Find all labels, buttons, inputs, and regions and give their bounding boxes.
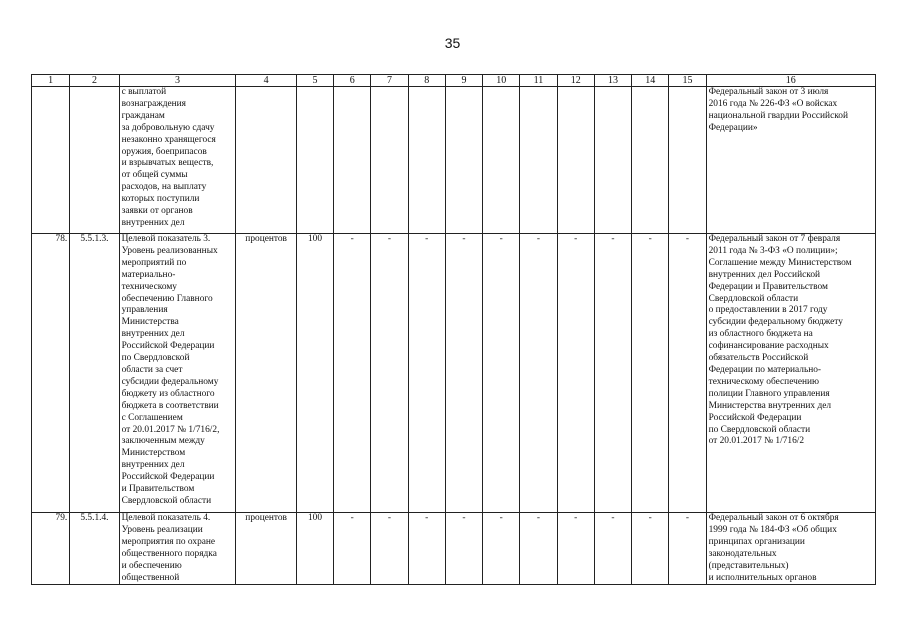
text-line: Министерством [121, 448, 186, 459]
text-line: субсидии федеральному [121, 376, 219, 387]
text-line: внутренних дел [121, 460, 185, 471]
text-line: (представительных) [708, 560, 789, 571]
text-line: Федеральный закон от 6 октября [708, 513, 839, 523]
text-line: 2016 года № 226-ФЗ «О войсках [708, 98, 838, 109]
header-cell: 4 [236, 75, 296, 87]
text-line: Соглашение между Министерством [708, 257, 852, 268]
value-cell: - [334, 234, 371, 513]
value-cell: - [408, 513, 445, 585]
text-line: заявки от органов [121, 206, 193, 217]
text-line: Министерства [121, 317, 179, 328]
header-cell: 10 [483, 75, 520, 87]
value-cell: - [520, 234, 557, 513]
row-code [70, 87, 119, 234]
text-line: Российской Федерации [121, 472, 215, 483]
text-line: незаконно хранящегося [121, 134, 216, 145]
text-line: внутренних дел [121, 217, 185, 228]
text-line: Уровень реализации [121, 524, 203, 535]
value-cell: 100 [296, 513, 333, 585]
text-line: Целевой показатель 4. [121, 513, 211, 523]
text-line: обязательств Российской [708, 353, 809, 364]
value-cell: - [632, 234, 669, 513]
unit: процентов [236, 513, 296, 585]
value-cell [445, 87, 482, 234]
value-cell [483, 87, 520, 234]
value-cell: - [445, 234, 482, 513]
text-line: Российской Федерации [121, 341, 215, 352]
table-row [32, 234, 876, 513]
row-code: 5.5.1.4. [70, 513, 119, 585]
value-cell: - [483, 234, 520, 513]
text-line: софинансирование расходных [708, 341, 829, 352]
value-cell [594, 87, 631, 234]
text-line: Федеральный закон от 3 июля [708, 87, 829, 97]
value-cell: 100 [296, 234, 333, 513]
text-line: внутренних дел Российской [708, 269, 821, 280]
value-cell: - [483, 513, 520, 585]
unit [236, 87, 296, 234]
text-line: Российской Федерации [708, 412, 802, 423]
value-cell: - [669, 513, 706, 585]
text-line: бюджету из областного [121, 388, 215, 399]
text-line: Целевой показатель 3. [121, 234, 211, 244]
value-cell: - [520, 513, 557, 585]
text-line: за добровольную сдачу [121, 122, 215, 133]
legal-source [706, 234, 875, 513]
text-line: принципах организации [708, 536, 805, 547]
header-cell: 11 [520, 75, 557, 87]
value-cell: - [557, 513, 594, 585]
table-row [32, 513, 876, 585]
text-line: Свердловской области [708, 293, 799, 304]
value-cell [296, 87, 333, 234]
text-line: и взрывчатых веществ, [121, 158, 214, 169]
text-line: Федеральный закон от 7 февраля [708, 234, 841, 244]
value-cell [334, 87, 371, 234]
row-number [32, 87, 70, 234]
value-cell: - [371, 513, 408, 585]
header-cell: 16 [706, 75, 875, 87]
text-line: которых поступили [121, 194, 200, 205]
value-cell: - [557, 234, 594, 513]
value-cell: - [371, 234, 408, 513]
text-line: Федерации по материально- [708, 364, 822, 375]
value-cell [408, 87, 445, 234]
value-cell [632, 87, 669, 234]
text-line: по Свердловской области [708, 424, 811, 435]
page-number: 35 [444, 35, 461, 51]
header-cell: 5 [296, 75, 333, 87]
indicator-name [119, 234, 236, 513]
header-cell: 8 [408, 75, 445, 87]
indicator-name [119, 513, 236, 585]
text-line: общественной [121, 572, 180, 583]
text-line: с Соглашением [121, 412, 183, 423]
header-cell: 15 [669, 75, 706, 87]
header-cell: 3 [119, 75, 236, 87]
text-line: 1999 года № 184-ФЗ «Об общих [708, 524, 837, 535]
text-line: полиции Главного управления [708, 388, 830, 399]
text-line: от 20.01.2017 № 1/716/2, [121, 424, 220, 435]
value-cell [520, 87, 557, 234]
text-line: Уровень реализованных [121, 245, 218, 256]
header-cell: 6 [334, 75, 371, 87]
text-line: Федерации» [708, 122, 758, 133]
text-line: Федерации и Правительством [708, 281, 828, 292]
text-line: национальной гвардии Российской [708, 110, 849, 121]
unit: процентов [236, 234, 296, 513]
indicators-table [31, 74, 876, 585]
header-cell: 12 [557, 75, 594, 87]
text-line: оружия, боеприпасов [121, 146, 207, 157]
text-line: мероприятия по охране [121, 536, 216, 547]
header-cell: 9 [445, 75, 482, 87]
text-line: общественного порядка [121, 548, 217, 559]
text-line: от 20.01.2017 № 1/716/2 [708, 436, 805, 447]
text-line: расходов, на выплату [121, 182, 207, 193]
text-line: обеспечению Главного [121, 293, 213, 304]
header-cell: 2 [70, 75, 119, 87]
text-line: техническому обеспечению [708, 376, 820, 387]
value-cell [669, 87, 706, 234]
text-line: о предоставлении в 2017 году [708, 305, 828, 316]
value-cell: - [408, 234, 445, 513]
header-cell: 13 [594, 75, 631, 87]
text-line: области за счет [121, 364, 183, 375]
text-line: Свердловской области [121, 495, 212, 506]
header-cell: 14 [632, 75, 669, 87]
text-line: от общей суммы [121, 170, 188, 181]
text-line: Министерства внутренних дел [708, 400, 832, 411]
row-code: 5.5.1.3. [70, 234, 119, 513]
text-line: мероприятий по [121, 257, 187, 268]
text-line: заключенным между [121, 436, 205, 447]
text-line: материально- [121, 269, 176, 280]
text-line: вознаграждения [121, 98, 186, 109]
value-cell: - [334, 513, 371, 585]
indicator-name [119, 87, 236, 234]
text-line: и обеспечению [121, 560, 182, 571]
text-line: техническому [121, 281, 177, 292]
header-cell: 1 [32, 75, 70, 87]
text-line: с выплатой [121, 87, 167, 97]
value-cell: - [594, 234, 631, 513]
text-line: гражданам [121, 110, 165, 121]
text-line: внутренних дел [121, 329, 185, 340]
text-line: по Свердловской [121, 353, 190, 364]
text-line: и исполнительных органов [708, 572, 817, 583]
text-line: и Правительством [121, 484, 195, 495]
value-cell: - [594, 513, 631, 585]
row-number: 79. [32, 513, 70, 585]
text-line: законодательных [708, 548, 777, 559]
legal-source [706, 513, 875, 585]
text-line: бюджета в соответствии [121, 400, 219, 411]
text-line: управления [121, 305, 168, 316]
value-cell [557, 87, 594, 234]
text-line: 2011 года № 3-ФЗ «О полиции»; [708, 245, 838, 256]
header-cell: 7 [371, 75, 408, 87]
text-line: из областного бюджета на [708, 329, 813, 340]
value-cell [371, 87, 408, 234]
table-row [32, 87, 876, 234]
legal-source [706, 87, 875, 234]
value-cell: - [445, 513, 482, 585]
table-header-row [32, 75, 876, 87]
text-line: субсидии федеральному бюджету [708, 317, 843, 328]
row-number: 78. [32, 234, 70, 513]
value-cell: - [632, 513, 669, 585]
value-cell: - [669, 234, 706, 513]
